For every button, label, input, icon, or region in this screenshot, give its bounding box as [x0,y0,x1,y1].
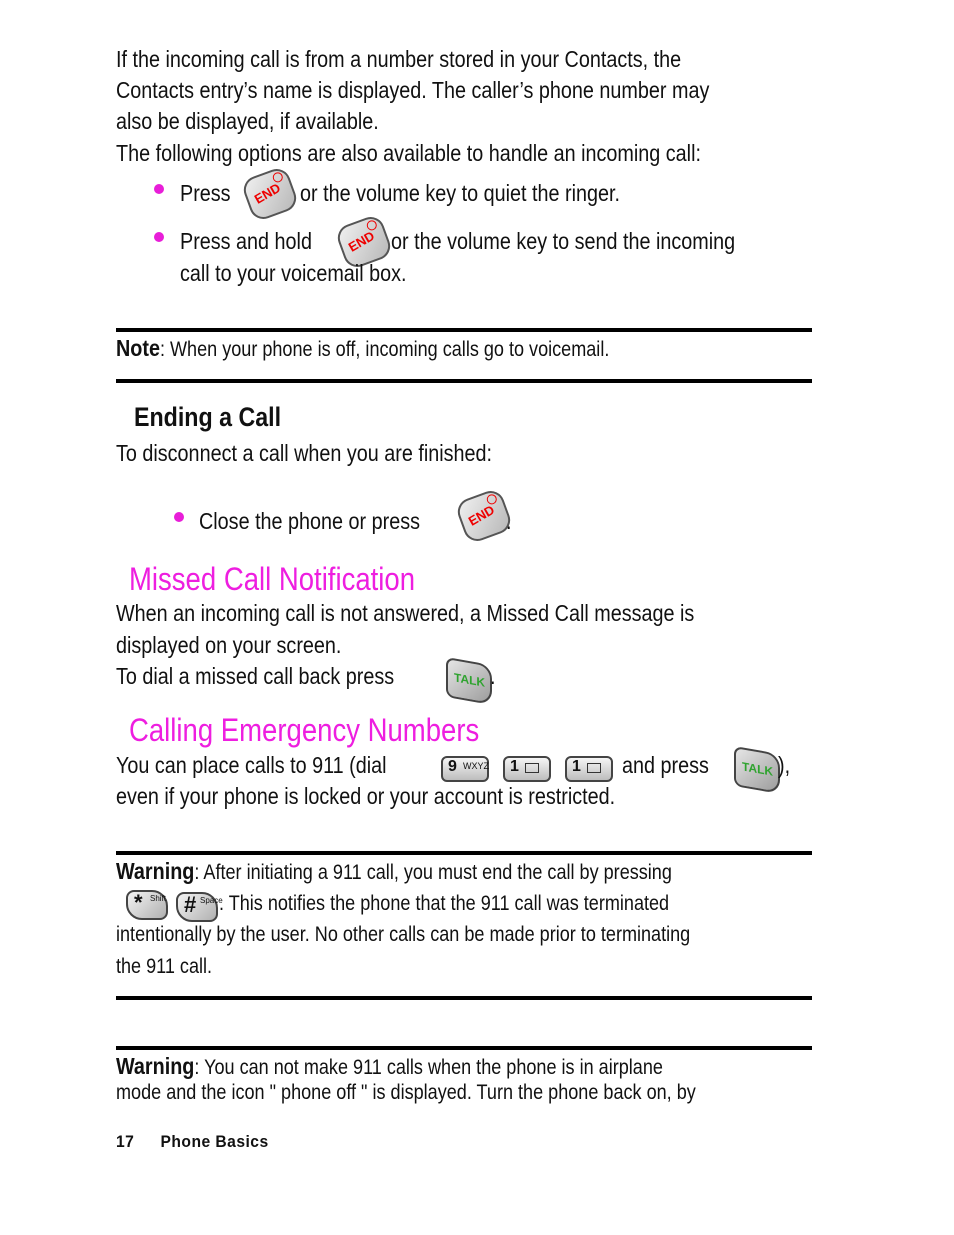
note-label: Note [116,335,160,361]
end-key-label: END [345,228,377,255]
emergency-line-1-post: ), [778,752,791,778]
emergency-heading: Calling Emergency Numbers [129,712,480,748]
bullet-dot [154,184,164,194]
missed-line-3: To dial a missed call back press [116,663,395,689]
warning1-line-2: . This notifies the phone that the 911 call was terminated [219,892,670,915]
warning1-line-3: intentionally by the user. No other calls can be made prior to terminating [116,923,691,946]
warning1-text: : After initiating a 911 call, you must end the call by pressing [194,861,672,884]
bullet2-pre: Press and hold [180,228,312,254]
warning2-top-rule [116,1046,812,1050]
note-top-rule [116,328,812,332]
envelope-icon [525,763,539,773]
note-text: : When your phone is off, incoming calls go to voicemail. [159,338,610,361]
bullet-dot [154,232,164,242]
missed-line-1: When an incoming call is not answered, a Missed Call message is [116,600,695,626]
talk-key-icon [734,746,780,794]
end-key-label: END [251,180,283,207]
warning1-bottom-rule [116,996,812,1000]
warning1-line-4: the 911 call. [116,955,213,978]
warning1-top-rule [116,851,812,855]
one-key-digit: 1 [572,758,581,775]
talk-key-icon [446,657,492,705]
warning2-line-2: mode and the icon " phone off " is displayed. Turn the phone back on, by [116,1081,696,1104]
bullet2-line2: call to your voicemail box. [180,260,407,286]
end-key-icon [240,165,300,223]
ending-heading: Ending a Call [134,402,282,432]
bullet2-post: or the volume key to send the incoming [391,228,736,254]
one-key-icon [565,756,613,782]
hash-key-sub: Space [200,896,223,905]
emergency-line-2: even if your phone is locked or your account is restricted. [116,783,616,809]
nine-key-letters: WXYZ [463,761,489,771]
talk-key-label: TALK [742,759,774,779]
emergency-line-1-mid: and press [622,752,709,778]
star-key-sub: Shift [150,894,167,903]
intro-line-1: If the incoming call is from a number stored in your Contacts, the [116,46,682,72]
note [116,333,609,365]
star-key-icon [126,890,168,920]
warning1-line-1 [116,856,672,888]
nine-key-icon [441,756,489,782]
ending-intro: To disconnect a call when you are finished: [116,440,493,466]
ending-bullet-post: . [506,508,512,534]
page-footer [116,1132,269,1152]
nine-key-digit: 9 [448,758,457,775]
talk-key-label: TALK [454,670,486,690]
missed-line-3-post: . [490,663,496,689]
missed-line-2: displayed on your screen. [116,632,342,658]
bullet1-post: or the volume key to quiet the ringer. [300,180,620,206]
options-intro: The following options are also available to handle an incoming call: [116,140,701,166]
emergency-line-1-pre: You can place calls to 911 (dial [116,752,387,778]
intro-line-2: Contacts entry’s name is displayed. The caller’s phone number may [116,77,710,103]
one-key-icon [503,756,551,782]
one-key-digit: 1 [510,758,519,775]
hash-key-icon [176,892,223,922]
warning2-text: : You can not make 911 calls when the phone is in airplane [194,1056,663,1079]
end-key-label: END [465,502,497,529]
page-number: 17 [116,1132,135,1151]
missed-heading: Missed Call Notification [129,561,416,597]
warning1-label: Warning [116,858,195,884]
bullet-dot [174,512,184,522]
ending-bullet-pre: Close the phone or press [199,508,421,534]
hash-key-symbol: # [184,892,197,917]
footer-section: Phone Basics [160,1132,269,1151]
bullet1-pre: Press [180,180,231,206]
star-key-symbol: * [134,890,143,915]
note-bottom-rule [116,379,812,383]
envelope-icon [587,763,601,773]
intro-line-3: also be displayed, if available. [116,108,379,134]
warning2-label: Warning [116,1053,195,1079]
